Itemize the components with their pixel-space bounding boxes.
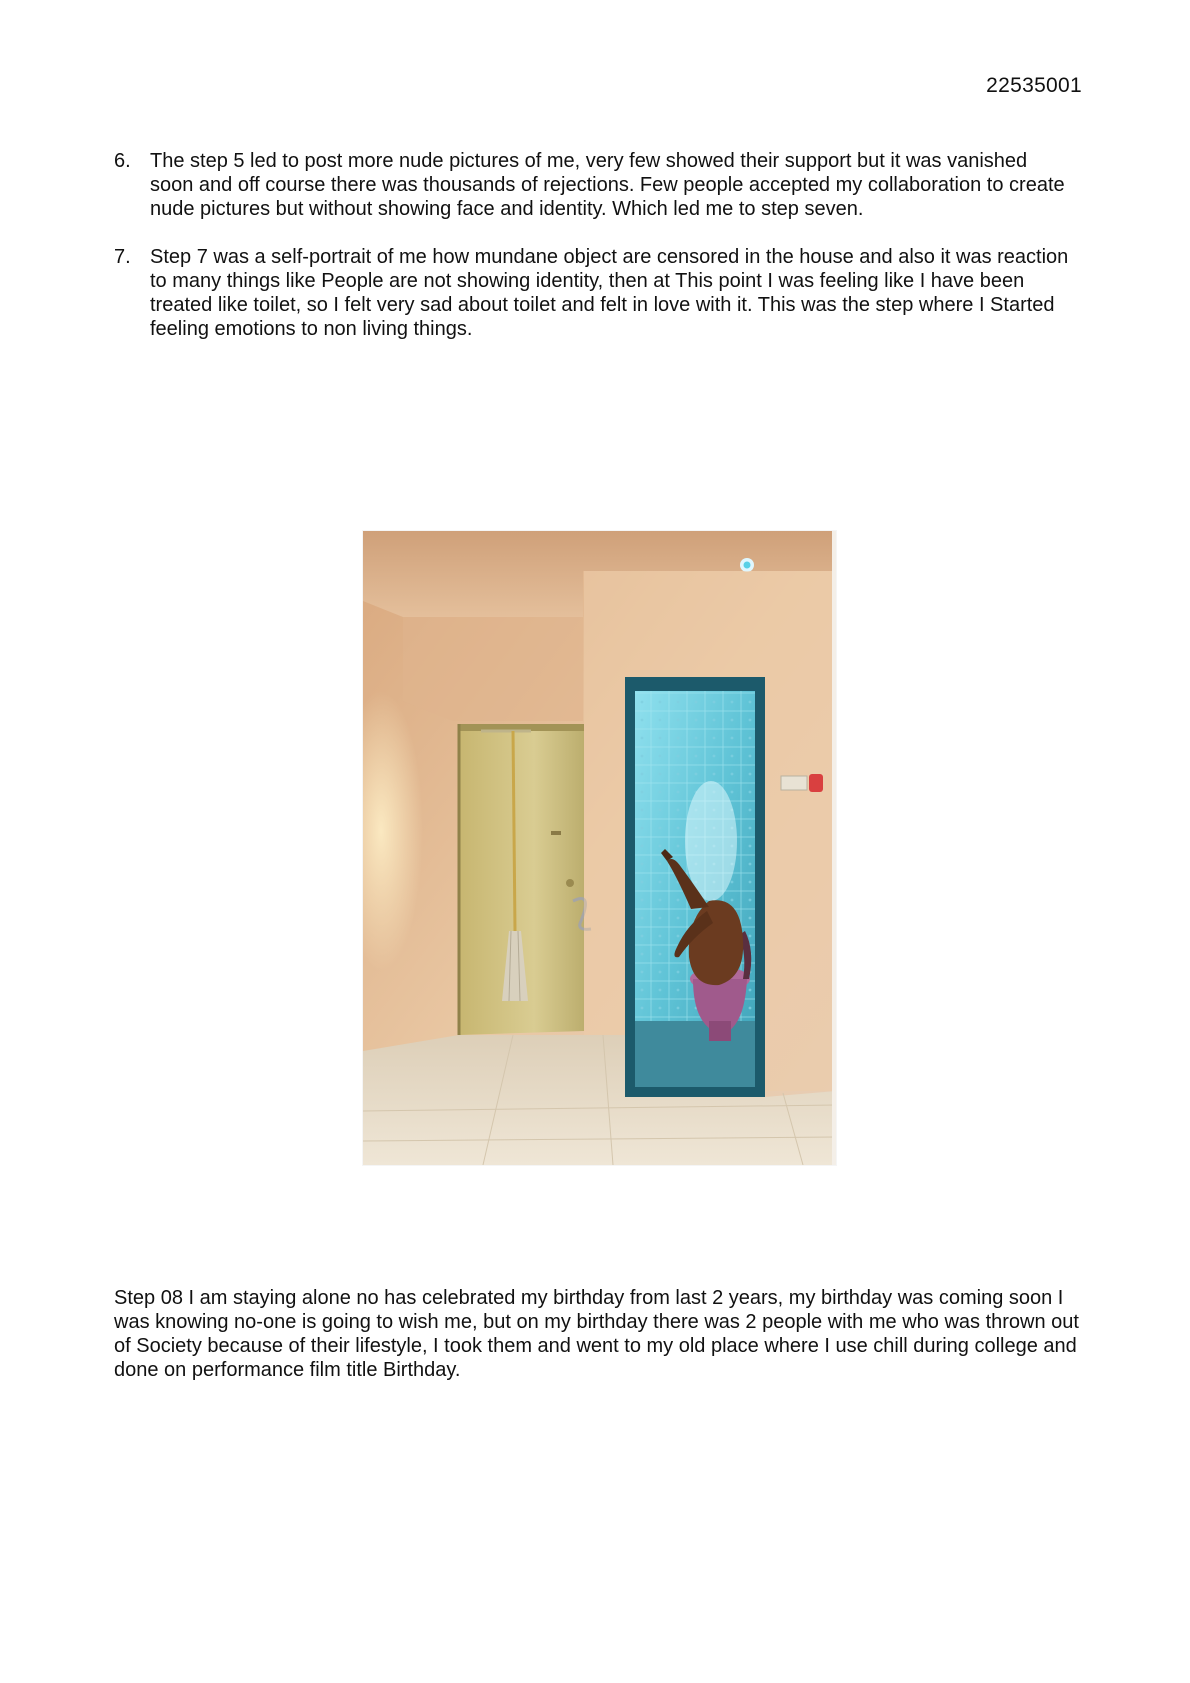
step-number: 6. — [114, 150, 131, 172]
document-id: 22535001 — [986, 74, 1082, 97]
step-8-paragraph: Step 08 I am staying alone no has celebrated my birthday from last 2 years, my birthday was coming soon I was knowing no-one is going to wish me, but on my birthday there was 2 people with me who was thrown out of Society because of their lifestyle, I took them and went to my old place where I use chill during college and done on performance film title Birthday. — [114, 1287, 1079, 1381]
self-portrait-photo — [363, 531, 836, 1165]
step-text: The step 5 led to post more nude pictures of me, very few showed their support but it was vanished soon and off course there was thousands of rejections. Few people accepted my collaboration to create nude pictures but without showing face and identity. Which led me to step seven. — [150, 150, 1065, 220]
step-text: Step 7 was a self-portrait of me how mundane object are censored in the house and also it was reaction to many things like People are not showing identity, then at This point I was feeling like I have been treated like toilet, so I felt very sad about toilet and felt in love with it. This was the step where I Started feeling emotions to non living things. — [150, 246, 1069, 340]
step-item-6 — [114, 149, 1074, 221]
step-number: 7. — [114, 246, 131, 268]
step-item-7 — [114, 245, 1074, 341]
step-list — [114, 149, 1074, 365]
